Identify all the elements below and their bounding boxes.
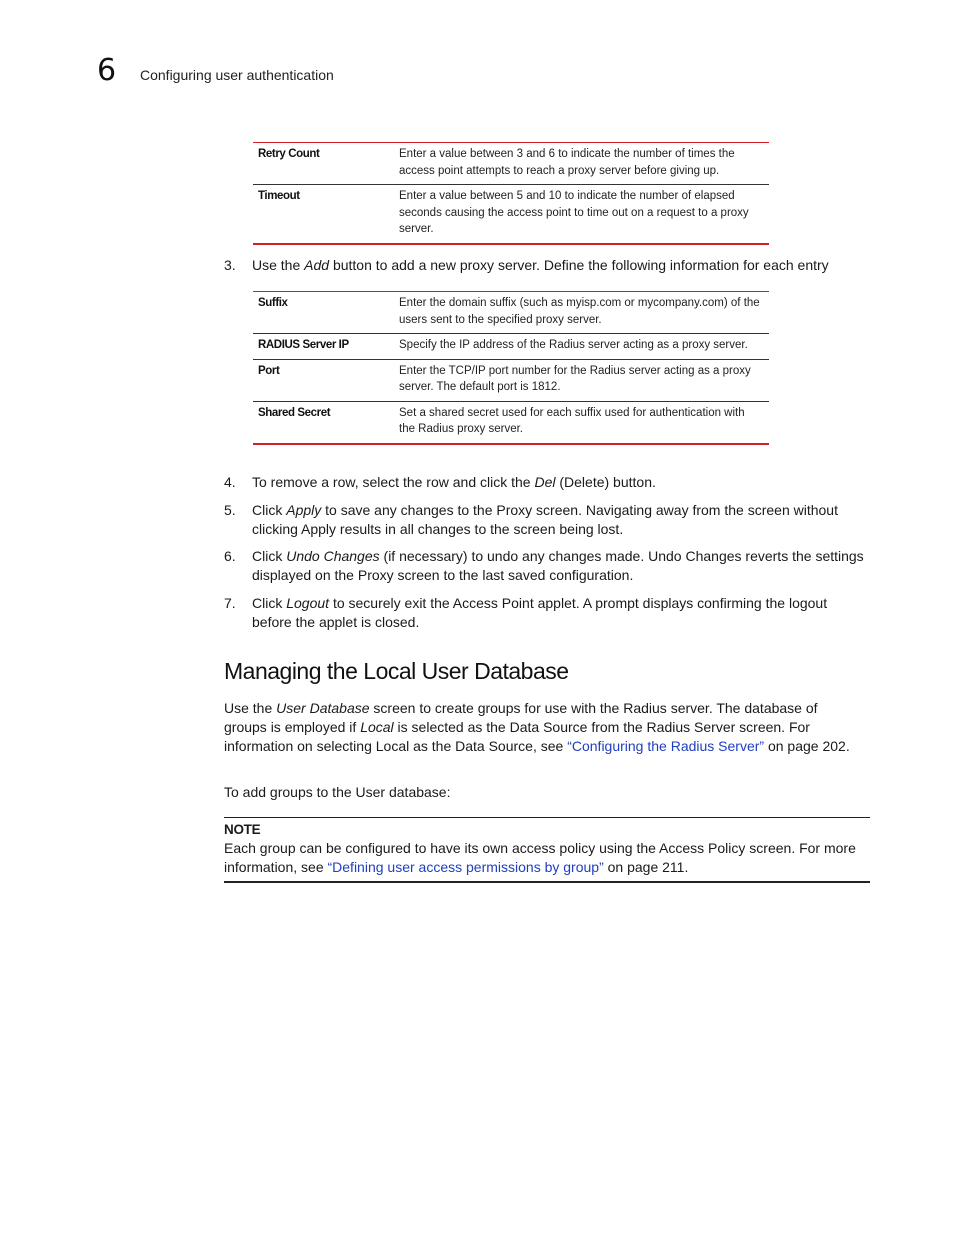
term-cell: Shared Secret xyxy=(253,401,387,444)
table-row xyxy=(253,292,769,334)
step-text: (if necessary) to undo any changes made. Undo Changes reverts the settings displayed on the Proxy screen to the last saved configuration. xyxy=(252,548,864,583)
description-cell: Specify the IP address of the Radius server acting as a proxy server. xyxy=(387,334,769,360)
term-cell: Retry Count xyxy=(253,143,387,185)
step-text: to save any changes to the Proxy screen. Navigating away from the screen without clicking Apply results in all changes to the screen being lost. xyxy=(252,502,838,537)
step-number: 7. xyxy=(224,595,236,611)
paragraph-text: screen to create groups for use with the Radius server. The database of groups is employed if xyxy=(224,700,818,735)
description-cell: Set a shared secret used for each suffix used for authentication with the Radius proxy server. xyxy=(387,401,769,444)
table-row xyxy=(253,334,769,360)
section-heading: Managing the Local User Database xyxy=(224,658,569,684)
term-cell: Timeout xyxy=(253,185,387,244)
table-row xyxy=(253,185,769,244)
step-text: (Delete) button. xyxy=(555,474,656,490)
step-text: Use the xyxy=(252,257,305,273)
term-cell: Port xyxy=(253,359,387,401)
step-text: button to add a new proxy server. Define the following information for each entry xyxy=(329,257,829,273)
step-number: 6. xyxy=(224,548,236,564)
step-text: Click xyxy=(252,502,287,518)
table-row xyxy=(253,359,769,401)
step-text: to securely exit the Access Point applet. A prompt displays confirming the logout before the applet is closed. xyxy=(252,595,828,630)
paragraph-text: on page 202. xyxy=(764,738,850,754)
step-4 xyxy=(224,473,869,492)
step-number: 5. xyxy=(224,502,236,518)
proxy-entry-table xyxy=(253,291,769,445)
step-3 xyxy=(224,256,869,275)
section-intro-paragraph xyxy=(224,699,864,756)
paragraph-text: is selected as the Data Source from the Radius Server screen. For information on selecting Local as the Data Source, see xyxy=(224,719,810,754)
proxy-settings-table xyxy=(253,142,769,245)
step-number: 3. xyxy=(224,257,236,273)
note-label: NOTE xyxy=(224,822,261,837)
step-text: Click xyxy=(252,548,287,564)
ui-term: Logout xyxy=(286,595,330,611)
cross-reference-link[interactable]: “Configuring the Radius Server” xyxy=(567,738,765,754)
chapter-title: Configuring user authentication xyxy=(140,67,334,83)
table-row xyxy=(253,143,769,185)
description-cell: Enter the domain suffix (such as myisp.com or mycompany.com) of the users sent to the specified proxy server. xyxy=(387,292,769,334)
note-text xyxy=(224,839,870,877)
ui-term: User Database xyxy=(276,700,370,716)
ui-term: Add xyxy=(304,257,330,273)
note-box xyxy=(224,817,870,883)
term-cell: Suffix xyxy=(253,292,387,334)
ui-term: Undo Changes xyxy=(286,548,380,564)
procedure-intro: To add groups to the User database: xyxy=(224,784,451,800)
step-text: To remove a row, select the row and click the xyxy=(252,474,535,490)
description-cell: Enter the TCP/IP port number for the Radius server acting as a proxy server. The default port is 1812. xyxy=(387,359,769,401)
table-row xyxy=(253,401,769,444)
step-7 xyxy=(224,594,869,632)
ui-term: Local xyxy=(360,719,394,735)
paragraph-text: on page 211. xyxy=(603,859,689,875)
paragraph-text: Each group can be configured to have its own access policy using the Access Policy screen. For more information, see xyxy=(224,840,856,875)
description-cell: Enter a value between 5 and 10 to indicate the number of elapsed seconds causing the access point to time out on a request to a proxy server. xyxy=(387,185,769,244)
chapter-number: 6 xyxy=(97,53,117,88)
paragraph-text: Use the xyxy=(224,700,277,716)
ui-term: Apply xyxy=(286,502,322,518)
term-cell: RADIUS Server IP xyxy=(253,334,387,360)
description-cell: Enter a value between 3 and 6 to indicate the number of times the access point attempts to reach a proxy server before giving up. xyxy=(387,143,769,185)
step-number: 4. xyxy=(224,474,236,490)
step-6 xyxy=(224,547,869,585)
step-text: Click xyxy=(252,595,287,611)
cross-reference-link[interactable]: “Defining user access permissions by group” xyxy=(327,859,604,875)
ui-term: Del xyxy=(534,474,556,490)
step-5 xyxy=(224,501,869,539)
